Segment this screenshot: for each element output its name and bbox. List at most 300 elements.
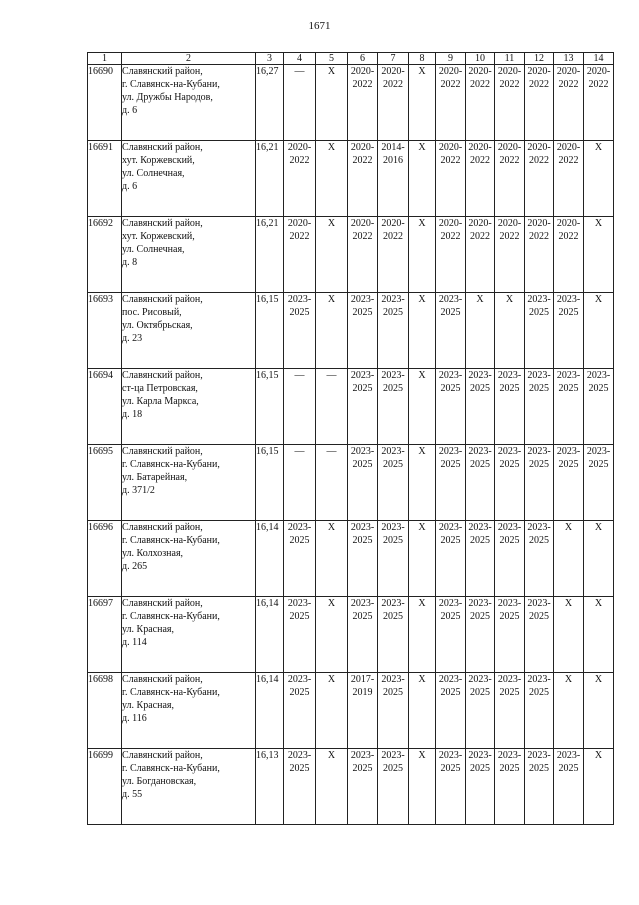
period-cell bbox=[495, 521, 525, 597]
period-cell bbox=[554, 749, 584, 825]
period-value: 2022 bbox=[529, 155, 549, 166]
period-cell bbox=[409, 369, 436, 445]
period-value: X bbox=[505, 294, 514, 305]
period-value: X bbox=[418, 294, 426, 305]
address-line: д. 6 bbox=[122, 181, 138, 192]
row-number: 16699 bbox=[88, 749, 122, 825]
period-value: 2023- bbox=[287, 598, 312, 609]
period-cell bbox=[378, 597, 409, 673]
period-value: X bbox=[564, 674, 573, 685]
row-number: 16692 bbox=[88, 217, 122, 293]
area-cell: 16,21 bbox=[256, 141, 284, 217]
column-header: 12 bbox=[525, 53, 554, 65]
area-cell: 16,14 bbox=[256, 597, 284, 673]
period-value: 2025 bbox=[529, 307, 549, 318]
period-value: 2023- bbox=[381, 750, 405, 761]
period-value: 2020- bbox=[438, 218, 463, 229]
table-row bbox=[88, 369, 614, 445]
period-cell bbox=[495, 749, 525, 825]
period-value: X bbox=[594, 750, 603, 761]
address-line: г. Славянск-на-Кубани, bbox=[122, 535, 220, 546]
column-header: 1 bbox=[88, 53, 122, 65]
column-header: 3 bbox=[256, 53, 284, 65]
period-cell bbox=[466, 369, 495, 445]
period-value: 2022 bbox=[529, 79, 549, 90]
period-value: — bbox=[326, 446, 337, 457]
period-value: 2025 bbox=[558, 763, 579, 774]
period-value: 2023- bbox=[381, 522, 405, 533]
period-value: 2025 bbox=[352, 459, 373, 470]
period-cell bbox=[378, 521, 409, 597]
period-cell bbox=[584, 217, 614, 293]
period-value: — bbox=[294, 66, 305, 77]
period-value: X bbox=[327, 598, 336, 609]
address-cell bbox=[122, 65, 256, 141]
period-value: 2023- bbox=[350, 598, 375, 609]
period-value: 2022 bbox=[352, 231, 373, 242]
period-value: 2020- bbox=[468, 66, 492, 77]
period-value: 2025 bbox=[352, 307, 373, 318]
address-line: Славянский район, bbox=[122, 66, 203, 77]
row-number: 16698 bbox=[88, 673, 122, 749]
period-cell bbox=[436, 293, 466, 369]
address-line: г. Славянск-на-Кубани, bbox=[122, 687, 220, 698]
period-value: 2023- bbox=[497, 370, 522, 381]
period-cell bbox=[495, 369, 525, 445]
period-cell bbox=[525, 369, 554, 445]
address-line: ул. Красная, bbox=[122, 624, 174, 635]
period-cell bbox=[316, 673, 348, 749]
period-value: 2025 bbox=[499, 687, 520, 698]
period-value: 2023- bbox=[468, 370, 492, 381]
period-value: X bbox=[594, 218, 603, 229]
address-line: Славянский район, bbox=[122, 598, 203, 609]
address-line: г. Славянск-на-Кубани, bbox=[122, 79, 220, 90]
period-value: 2023- bbox=[468, 598, 492, 609]
period-value: 2022 bbox=[470, 231, 490, 242]
period-value: 2023- bbox=[497, 750, 522, 761]
period-cell bbox=[436, 673, 466, 749]
period-cell bbox=[409, 521, 436, 597]
address-line: Славянский район, bbox=[122, 294, 203, 305]
period-cell bbox=[316, 749, 348, 825]
period-value: 2025 bbox=[383, 307, 403, 318]
period-cell bbox=[284, 673, 316, 749]
period-value: 2023- bbox=[287, 522, 312, 533]
period-cell bbox=[316, 521, 348, 597]
period-value: 2025 bbox=[470, 383, 490, 394]
address-cell bbox=[122, 445, 256, 521]
period-value: 2022 bbox=[352, 79, 373, 90]
period-value: 2025 bbox=[588, 383, 609, 394]
period-cell bbox=[495, 445, 525, 521]
period-value: X bbox=[594, 522, 603, 533]
period-cell bbox=[584, 673, 614, 749]
address-cell bbox=[122, 293, 256, 369]
period-value: 2023- bbox=[381, 674, 405, 685]
column-header: 4 bbox=[284, 53, 316, 65]
address-line: Славянский район, bbox=[122, 674, 203, 685]
period-value: 2020- bbox=[438, 142, 463, 153]
period-value: 2023- bbox=[497, 674, 522, 685]
period-value: X bbox=[327, 294, 336, 305]
period-cell bbox=[466, 141, 495, 217]
period-value: 2022 bbox=[289, 155, 310, 166]
address-line: ул. Солнечная, bbox=[122, 168, 185, 179]
address-line: Славянский район, bbox=[122, 218, 203, 229]
period-cell bbox=[436, 597, 466, 673]
period-cell bbox=[284, 141, 316, 217]
period-cell bbox=[554, 521, 584, 597]
period-value: 2025 bbox=[440, 535, 461, 546]
period-cell bbox=[525, 673, 554, 749]
address-line: Славянский район, bbox=[122, 750, 203, 761]
period-value: 2022 bbox=[440, 155, 461, 166]
period-cell bbox=[378, 673, 409, 749]
period-cell bbox=[316, 141, 348, 217]
period-cell bbox=[584, 521, 614, 597]
period-value: 2023- bbox=[497, 598, 522, 609]
table-row bbox=[88, 597, 614, 673]
period-value: X bbox=[594, 598, 603, 609]
table-row bbox=[88, 65, 614, 141]
period-cell bbox=[348, 749, 378, 825]
period-value: 2023- bbox=[527, 294, 551, 305]
address-line: ул. Дружбы Народов, bbox=[122, 92, 213, 103]
period-value: — bbox=[326, 370, 337, 381]
period-value: 2023- bbox=[527, 446, 551, 457]
period-cell bbox=[436, 217, 466, 293]
period-cell bbox=[378, 749, 409, 825]
address-cell bbox=[122, 217, 256, 293]
period-value: 2025 bbox=[440, 611, 461, 622]
period-value: 2022 bbox=[440, 79, 461, 90]
period-cell bbox=[409, 65, 436, 141]
period-value: 2025 bbox=[499, 611, 520, 622]
address-line: ул. Карла Маркса, bbox=[122, 396, 199, 407]
column-header: 13 bbox=[554, 53, 584, 65]
period-value: 2022 bbox=[558, 231, 579, 242]
period-cell bbox=[554, 65, 584, 141]
period-cell bbox=[348, 141, 378, 217]
period-value: 2025 bbox=[440, 383, 461, 394]
period-value: 2020- bbox=[527, 218, 551, 229]
period-cell bbox=[584, 445, 614, 521]
period-cell bbox=[284, 749, 316, 825]
table-row bbox=[88, 749, 614, 825]
period-value: 2025 bbox=[470, 459, 490, 470]
column-header: 6 bbox=[348, 53, 378, 65]
period-cell bbox=[378, 293, 409, 369]
period-cell bbox=[554, 445, 584, 521]
column-header: 14 bbox=[584, 53, 614, 65]
period-cell bbox=[525, 749, 554, 825]
period-value: 2025 bbox=[558, 307, 579, 318]
address-line: ул. Колхозная, bbox=[122, 548, 184, 559]
area-cell: 16,21 bbox=[256, 217, 284, 293]
period-cell bbox=[409, 749, 436, 825]
address-cell bbox=[122, 369, 256, 445]
period-value: 2023- bbox=[438, 598, 463, 609]
address-line: хут. Коржевский, bbox=[122, 231, 195, 242]
period-cell bbox=[495, 597, 525, 673]
period-value: 2025 bbox=[289, 611, 310, 622]
period-value: 2017- bbox=[350, 674, 375, 685]
period-value: 2019 bbox=[352, 687, 373, 698]
period-value: 2025 bbox=[383, 383, 403, 394]
period-cell bbox=[554, 597, 584, 673]
column-header: 11 bbox=[495, 53, 525, 65]
table-row bbox=[88, 521, 614, 597]
period-value: 2020- bbox=[350, 218, 375, 229]
period-cell bbox=[409, 217, 436, 293]
address-line: пос. Рисовый, bbox=[122, 307, 182, 318]
page-number: 1671 bbox=[308, 20, 331, 32]
period-cell bbox=[316, 293, 348, 369]
period-cell bbox=[495, 293, 525, 369]
period-cell bbox=[466, 293, 495, 369]
period-value: 2025 bbox=[289, 763, 310, 774]
period-value: 2022 bbox=[588, 79, 609, 90]
period-value: 2025 bbox=[470, 687, 490, 698]
row-number: 16695 bbox=[88, 445, 122, 521]
period-value: 2023- bbox=[556, 294, 581, 305]
period-cell bbox=[378, 369, 409, 445]
period-cell bbox=[466, 445, 495, 521]
period-value: 2022 bbox=[499, 155, 520, 166]
period-value: 2025 bbox=[558, 459, 579, 470]
period-value: 2023- bbox=[381, 598, 405, 609]
period-value: 2020- bbox=[556, 218, 581, 229]
period-value: X bbox=[418, 446, 426, 457]
period-value: 2023- bbox=[438, 370, 463, 381]
period-value: 2023- bbox=[287, 294, 312, 305]
table-row bbox=[88, 293, 614, 369]
period-value: 2025 bbox=[499, 459, 520, 470]
period-cell bbox=[378, 217, 409, 293]
period-value: 2025 bbox=[499, 383, 520, 394]
period-cell bbox=[378, 141, 409, 217]
period-value: X bbox=[564, 522, 573, 533]
column-header: 10 bbox=[466, 53, 495, 65]
period-value: 2020- bbox=[527, 142, 551, 153]
period-value: 2023- bbox=[468, 750, 492, 761]
address-line: д. 18 bbox=[122, 409, 143, 420]
address-line: Славянский район, bbox=[122, 142, 203, 153]
period-cell bbox=[316, 65, 348, 141]
period-cell bbox=[409, 673, 436, 749]
table-row bbox=[88, 217, 614, 293]
period-value: X bbox=[418, 598, 426, 609]
period-cell bbox=[495, 217, 525, 293]
period-cell bbox=[284, 597, 316, 673]
period-cell bbox=[316, 445, 348, 521]
address-line: ул. Красная, bbox=[122, 700, 174, 711]
period-value: 2020- bbox=[287, 142, 312, 153]
period-cell bbox=[409, 141, 436, 217]
period-cell bbox=[284, 521, 316, 597]
period-value: 2023- bbox=[438, 674, 463, 685]
period-cell bbox=[495, 673, 525, 749]
period-value: 2023- bbox=[350, 370, 375, 381]
period-cell bbox=[284, 217, 316, 293]
period-value: 2020- bbox=[350, 142, 375, 153]
address-line: Славянский район, bbox=[122, 370, 203, 381]
period-cell bbox=[348, 369, 378, 445]
period-value: X bbox=[418, 674, 426, 685]
period-value: 2020- bbox=[287, 218, 312, 229]
period-cell bbox=[525, 141, 554, 217]
period-value: 2023- bbox=[350, 750, 375, 761]
period-value: X bbox=[327, 66, 336, 77]
column-header: 5 bbox=[316, 53, 348, 65]
address-line: хут. Коржевский, bbox=[122, 155, 195, 166]
period-value: 2025 bbox=[352, 535, 373, 546]
period-value: 2025 bbox=[529, 535, 549, 546]
period-value: 2023- bbox=[438, 750, 463, 761]
period-cell bbox=[525, 445, 554, 521]
period-value: 2020- bbox=[497, 142, 522, 153]
period-cell bbox=[554, 369, 584, 445]
period-value: X bbox=[327, 750, 336, 761]
period-value: X bbox=[418, 522, 426, 533]
period-value: 2022 bbox=[470, 155, 490, 166]
period-value: 2023- bbox=[527, 750, 551, 761]
period-value: 2025 bbox=[529, 763, 549, 774]
period-value: 2025 bbox=[440, 687, 461, 698]
area-cell: 16,13 bbox=[256, 749, 284, 825]
column-header-row bbox=[88, 53, 614, 65]
period-value: 2025 bbox=[352, 383, 373, 394]
period-cell bbox=[316, 597, 348, 673]
period-value: 2023- bbox=[381, 446, 405, 457]
column-header: 2 bbox=[122, 53, 256, 65]
period-value: X bbox=[327, 522, 336, 533]
period-value: 2025 bbox=[440, 763, 461, 774]
period-value: X bbox=[418, 142, 426, 153]
period-cell bbox=[409, 597, 436, 673]
period-value: 2022 bbox=[558, 79, 579, 90]
period-cell bbox=[378, 445, 409, 521]
period-value: X bbox=[476, 294, 484, 305]
period-value: 2020- bbox=[556, 142, 581, 153]
period-value: 2022 bbox=[383, 231, 403, 242]
period-cell bbox=[284, 369, 316, 445]
period-value: X bbox=[327, 142, 336, 153]
period-cell bbox=[584, 597, 614, 673]
period-cell bbox=[316, 217, 348, 293]
period-value: 2023- bbox=[350, 446, 375, 457]
address-line: д. 265 bbox=[122, 561, 148, 572]
table-row bbox=[88, 673, 614, 749]
period-value: X bbox=[594, 142, 603, 153]
period-cell bbox=[554, 217, 584, 293]
period-cell bbox=[466, 217, 495, 293]
period-value: X bbox=[327, 674, 336, 685]
period-cell bbox=[348, 673, 378, 749]
period-cell bbox=[284, 293, 316, 369]
area-cell: 16,27 bbox=[256, 65, 284, 141]
address-line: д. 371/2 bbox=[122, 485, 155, 496]
row-number: 16691 bbox=[88, 141, 122, 217]
period-value: 2025 bbox=[289, 307, 310, 318]
period-cell bbox=[495, 141, 525, 217]
period-value: 2025 bbox=[588, 459, 609, 470]
period-value: 2023- bbox=[468, 674, 492, 685]
period-value: 2016 bbox=[383, 155, 403, 166]
period-value: 2023- bbox=[381, 294, 405, 305]
period-value: 2025 bbox=[470, 535, 490, 546]
address-line: г. Славянск-на-Кубани, bbox=[122, 611, 220, 622]
period-value: 2025 bbox=[383, 687, 403, 698]
period-value: X bbox=[418, 370, 426, 381]
period-value: 2025 bbox=[383, 763, 403, 774]
period-cell bbox=[584, 65, 614, 141]
period-cell bbox=[348, 293, 378, 369]
address-line: Славянский район, bbox=[122, 522, 203, 533]
period-value: 2025 bbox=[440, 459, 461, 470]
row-number: 16696 bbox=[88, 521, 122, 597]
period-value: 2023- bbox=[287, 674, 312, 685]
period-value: 2025 bbox=[440, 307, 461, 318]
period-cell bbox=[584, 293, 614, 369]
period-cell bbox=[466, 673, 495, 749]
period-value: 2020- bbox=[350, 66, 375, 77]
area-cell: 16,15 bbox=[256, 445, 284, 521]
period-cell bbox=[348, 521, 378, 597]
period-value: X bbox=[564, 598, 573, 609]
period-value: 2022 bbox=[529, 231, 549, 242]
address-line: д. 114 bbox=[122, 637, 147, 648]
address-line: ул. Богдановская, bbox=[122, 776, 197, 787]
period-value: 2023- bbox=[586, 446, 611, 457]
period-value: 2023- bbox=[527, 674, 551, 685]
table-row bbox=[88, 141, 614, 217]
period-cell bbox=[554, 141, 584, 217]
period-cell bbox=[436, 445, 466, 521]
period-cell bbox=[348, 597, 378, 673]
period-value: — bbox=[294, 446, 305, 457]
address-cell bbox=[122, 673, 256, 749]
period-cell bbox=[584, 369, 614, 445]
period-value: X bbox=[594, 674, 603, 685]
address-line: ул. Октябрьская, bbox=[122, 320, 193, 331]
period-value: 2022 bbox=[558, 155, 579, 166]
period-value: 2023- bbox=[556, 750, 581, 761]
period-value: 2025 bbox=[352, 611, 373, 622]
period-cell bbox=[348, 217, 378, 293]
period-value: 2023- bbox=[556, 446, 581, 457]
period-cell bbox=[409, 445, 436, 521]
period-value: X bbox=[327, 218, 336, 229]
period-value: 2020- bbox=[556, 66, 581, 77]
period-cell bbox=[554, 293, 584, 369]
period-value: 2025 bbox=[470, 611, 490, 622]
address-cell bbox=[122, 597, 256, 673]
address-cell bbox=[122, 141, 256, 217]
period-value: 2025 bbox=[352, 763, 373, 774]
period-value: 2014- bbox=[381, 142, 405, 153]
period-value: 2023- bbox=[586, 370, 611, 381]
period-cell bbox=[436, 521, 466, 597]
address-line: ст-ца Петровская, bbox=[122, 383, 198, 394]
period-value: 2022 bbox=[352, 155, 373, 166]
table-row bbox=[88, 445, 614, 521]
address-cell bbox=[122, 749, 256, 825]
address-line: д. 8 bbox=[122, 257, 138, 268]
period-value: 2023- bbox=[438, 446, 463, 457]
period-value: 2025 bbox=[529, 459, 549, 470]
